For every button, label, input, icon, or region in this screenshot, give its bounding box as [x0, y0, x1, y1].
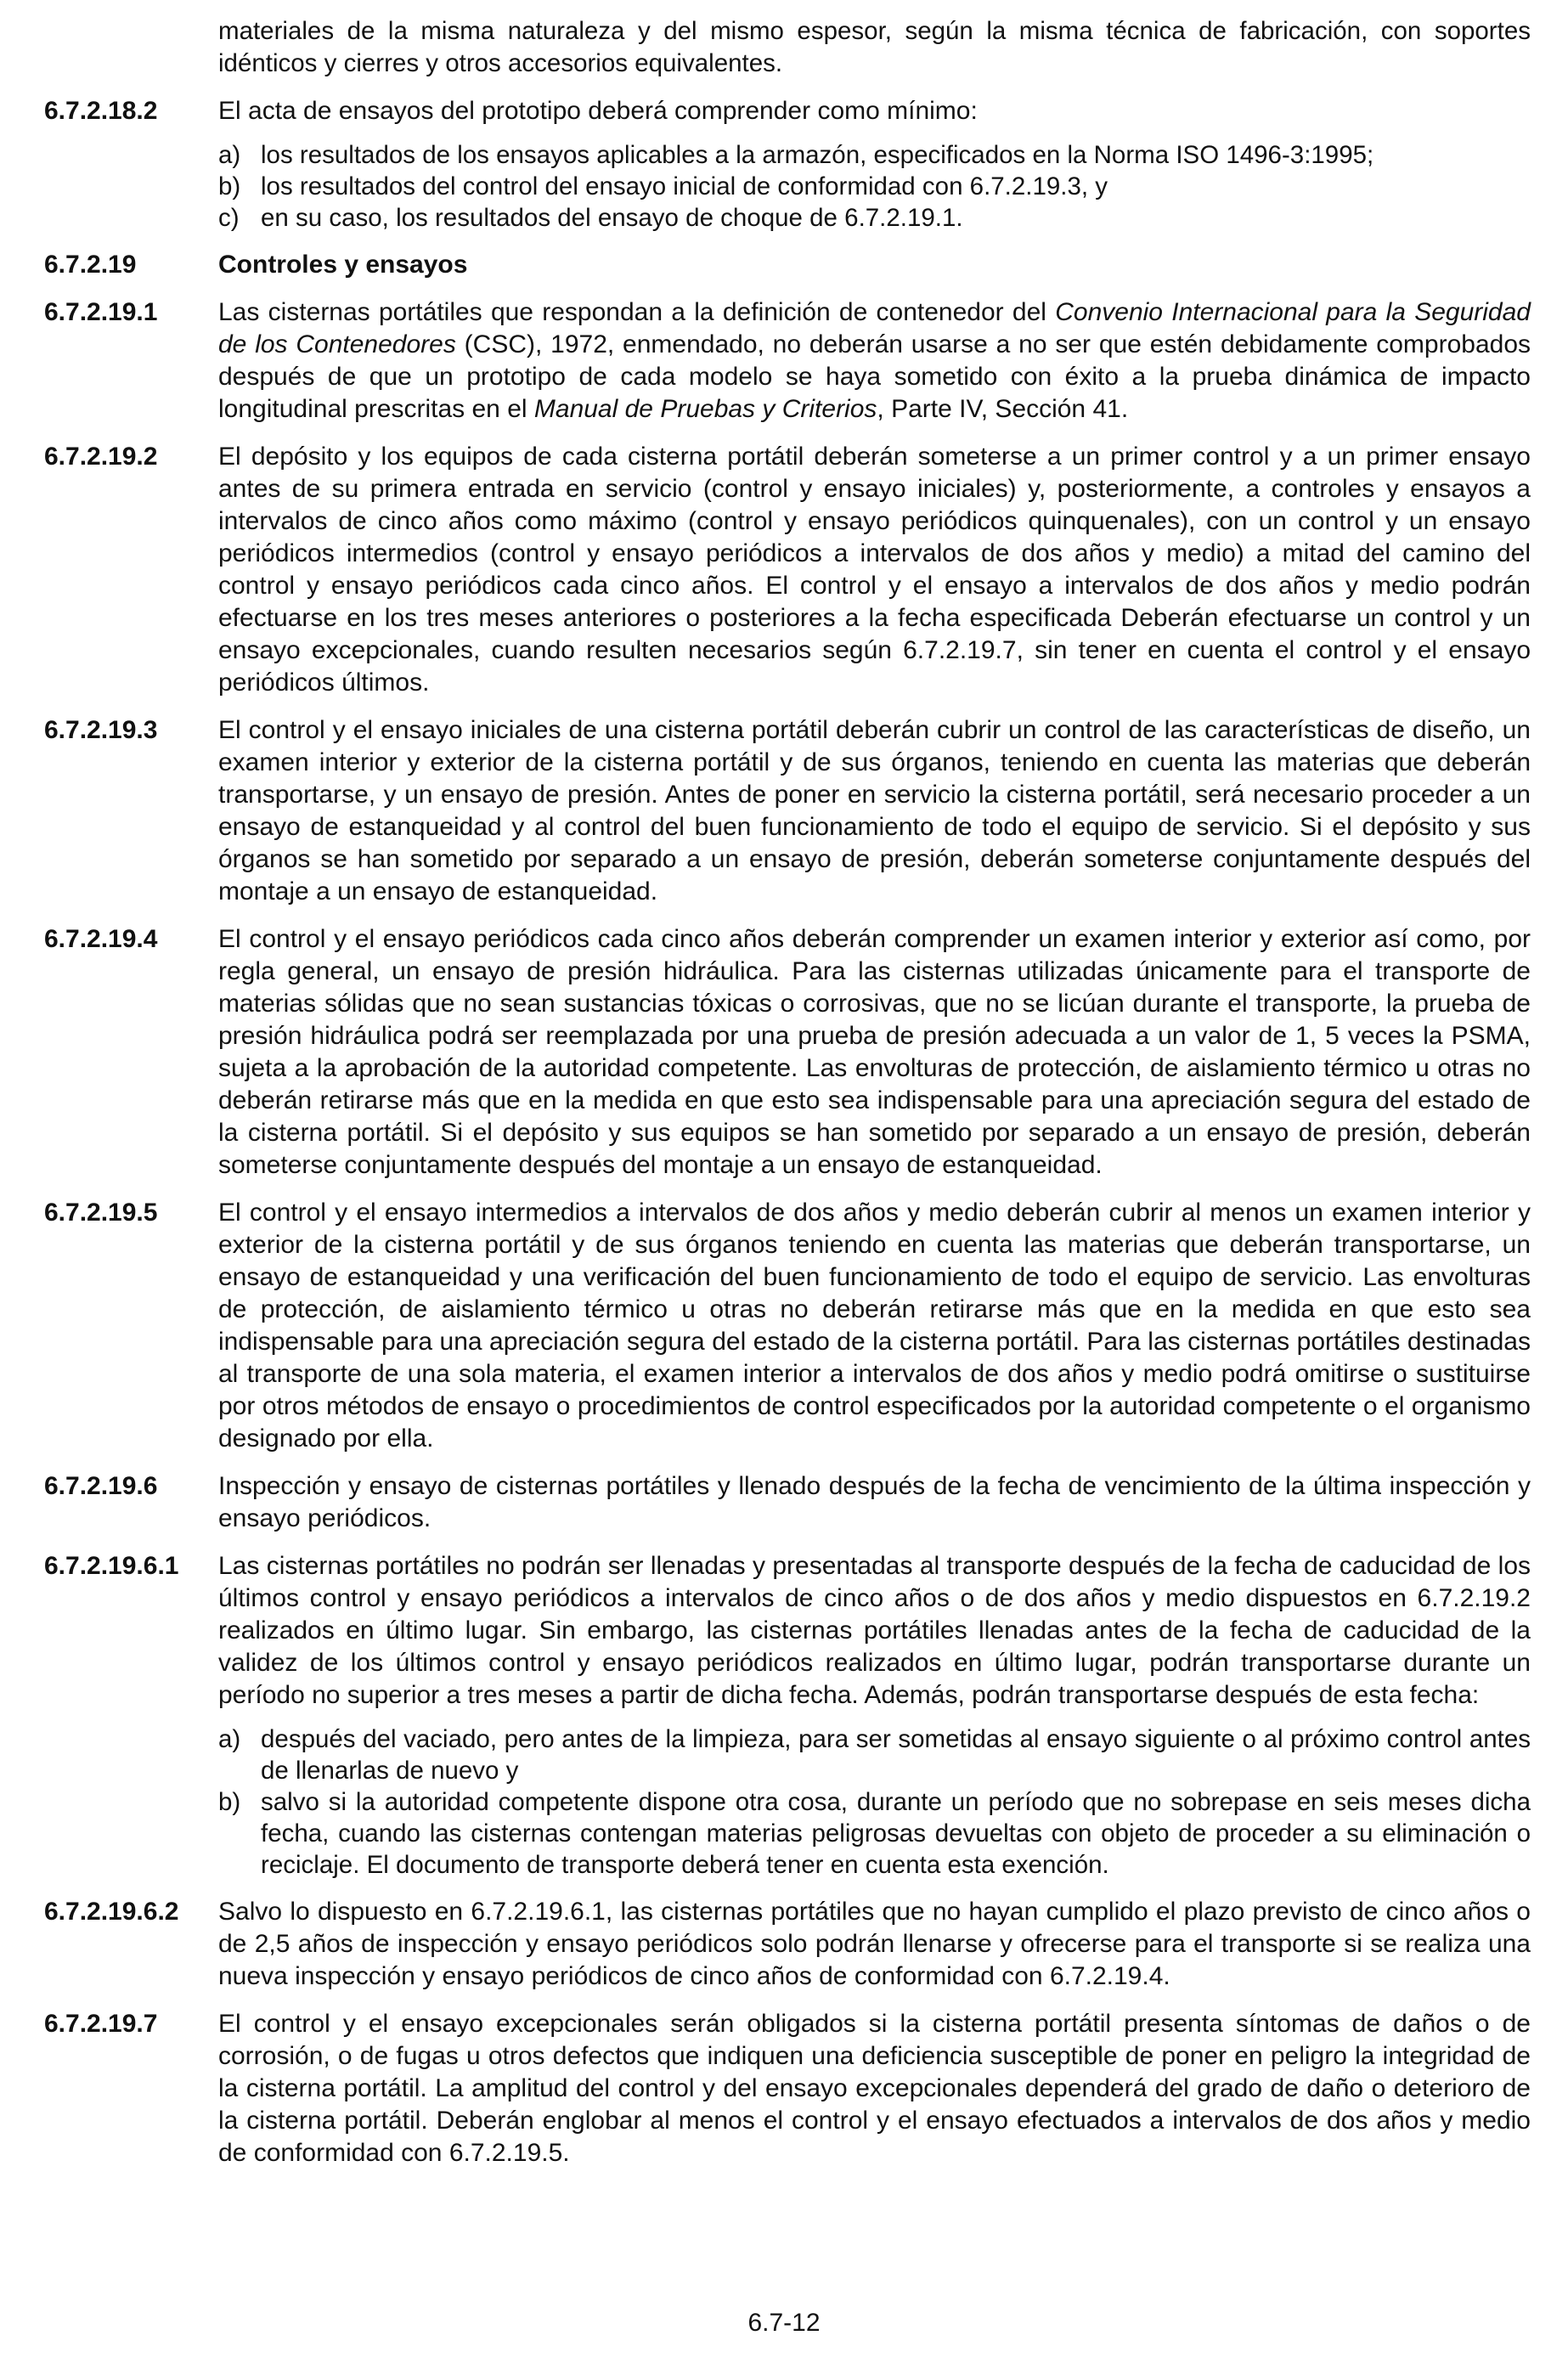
- section-number: 6.7.2.18.2: [44, 97, 158, 125]
- list-marker: b): [218, 172, 241, 200]
- section-text: Salvo lo dispuesto en 6.7.2.19.6.1, las cisternas portátiles que no hayan cumplido el plazo previsto de cinco años o de 2,5 años de inspección y ensayo periódicos solo podrán llenarse y ofrecerse para el transporte si se realiza una nueva inspección y ensayo periódicos de cinco años de conformidad con 6.7.2.19.4.: [218, 1898, 1531, 1990]
- section-number: 6.7.2.19.6.1: [44, 1552, 179, 1580]
- page-number: 6.7-12: [747, 2309, 821, 2337]
- manual-title: Manual de Pruebas y Criterios: [533, 395, 877, 423]
- list-item-text: en su caso, los resultados del ensayo de choque de 6.7.2.19.1.: [261, 204, 963, 232]
- list-item: [218, 171, 1531, 202]
- document-content: [44, 15, 1531, 2185]
- text-run: , Parte IV, Sección 41.: [877, 395, 1129, 423]
- section-6-7-2-19-6-1-list: [218, 1723, 1531, 1881]
- section-number: 6.7.2.19.5: [44, 1199, 158, 1227]
- section-number: 6.7.2.19.3: [44, 716, 158, 744]
- section-6-7-2-19-1: [44, 296, 1531, 426]
- list-marker: a): [218, 141, 241, 169]
- list-item-text: los resultados de los ensayos aplicables a la armazón, especificados en la Norma ISO 1496-3:1995;: [261, 141, 1374, 169]
- continuation-paragraph: materiales de la misma naturaleza y del mismo espesor, según la misma técnica de fabricación, con soportes idénticos y cierres y otros accesorios equivalentes.: [218, 17, 1531, 77]
- section-6-7-2-19-6-1: [44, 1550, 1531, 1712]
- text-run: Las cisternas portátiles que respondan a la definición de contenedor del: [218, 298, 1056, 326]
- convention-title: Convenio Internacional para la Seguridad de los Contenedores: [218, 298, 1531, 358]
- list-item-text: después del vaciado, pero antes de la limpieza, para ser sometidas al ensayo siguiente o al próximo control antes de llenarlas de nuevo y: [261, 1725, 1531, 1785]
- section-heading: Controles y ensayos: [218, 251, 468, 279]
- section-6-7-2-18-2-list: [218, 139, 1531, 234]
- section-text: El control y el ensayo periódicos cada cinco años deberán comprender un examen interior y exterior así como, por regla general, un ensayo de presión hidráulica. Para las cisternas utilizadas únicamente para el transporte de materias sólidas que no sean sustancias tóxicas o corrosivas, que no se licúan durante el transporte, la prueba de presión hidráulica podrá ser reemplazada por una prueba de presión adecuada a un valor de 1, 5 veces la PSMA, sujeta a la aprobación de la autoridad competente. Las envolturas de protección, de aislamiento térmico u otras no deberán retirarse más que en la medida en que esto sea indispensable para una apreciación segura del estado de la cisterna portátil. Si el depósito y sus equipos se han sometido por separado a un ensayo de presión, deberán someterse conjuntamente después del montaje a un ensayo de estanqueidad.: [218, 925, 1531, 1179]
- section-number: 6.7.2.19.6: [44, 1472, 158, 1500]
- section-text: El acta de ensayos del prototipo deberá comprender como mínimo:: [218, 97, 978, 125]
- list-item: [218, 202, 1531, 234]
- section-number: 6.7.2.19.4: [44, 925, 158, 953]
- list-marker: b): [218, 1788, 241, 1816]
- section-6-7-2-19: [44, 249, 1531, 281]
- section-text: El control y el ensayo iniciales de una cisterna portátil deberán cubrir un control de las características de diseño, un examen interior y exterior de la cisterna portátil y de sus órganos, teniendo en cuenta las materias que deberán transportarse, y un ensayo de presión. Antes de poner en servicio la cisterna portátil, será necesario proceder a un ensayo de estanqueidad y al control del buen funcionamiento de todo el equipo de servicio. Si el depósito y sus órganos se han sometido por separado a un ensayo de presión, deberán someterse conjuntamente después del montaje a un ensayo de estanqueidad.: [218, 716, 1531, 905]
- list-item: [218, 1786, 1531, 1881]
- list-item: [218, 139, 1531, 171]
- list-item: [218, 1723, 1531, 1786]
- section-number: 6.7.2.19.7: [44, 2010, 158, 2038]
- section-6-7-2-19-3: [44, 714, 1531, 908]
- section-text: Inspección y ensayo de cisternas portátiles y llenado después de la fecha de vencimiento de la última inspección y ensayo periódicos.: [218, 1472, 1531, 1532]
- section-6-7-2-19-6: [44, 1470, 1531, 1535]
- section-6-7-2-19-7: [44, 2008, 1531, 2169]
- section-text: El control y el ensayo intermedios a intervalos de dos años y medio deberán cubrir al menos un examen interior y exterior de la cisterna portátil y de sus órganos teniendo en cuenta las materias que deberán transportarse, un ensayo de estanqueidad y una verificación del buen funcionamiento de todo el equipo de servicio. Las envolturas de protección, de aislamiento térmico u otras no deberán retirarse más que en la medida en que esto sea indispensable para una apreciación segura del estado de la cisterna portátil. Para las cisternas portátiles destinadas al transporte de una sola materia, el examen interior a intervalos de dos años y medio podrá omitirse o sustituirse por otros métodos de ensayo o procedimientos de control especificados por la autoridad competente o el organismo designado por ella.: [218, 1199, 1531, 1453]
- section-number: 6.7.2.19.1: [44, 298, 158, 326]
- section-6-7-2-19-6-2: [44, 1896, 1531, 1993]
- list-item-text: salvo si la autoridad competente dispone otra cosa, durante un período que no sobrepase en seis meses dicha fecha, cuando las cisternas contengan materias peligrosas devueltas con objeto de proceder a su eliminación o reciclaje. El documento de transporte deberá tener en cuenta esta exención.: [261, 1788, 1531, 1879]
- list-item-text: los resultados del control del ensayo inicial de conformidad con 6.7.2.19.3, y: [261, 172, 1108, 200]
- section-6-7-2-19-4: [44, 923, 1531, 1182]
- section-number: 6.7.2.19.2: [44, 443, 158, 471]
- section-number: 6.7.2.19.6.2: [44, 1898, 179, 1926]
- list-marker: c): [218, 204, 240, 232]
- section-6-7-2-19-5: [44, 1197, 1531, 1455]
- list-marker: a): [218, 1725, 241, 1753]
- section-text: El control y el ensayo excepcionales serán obligados si la cisterna portátil presenta síntomas de daños o de corrosión, o de fugas u otros defectos que indiquen una deficiencia susceptible de poner en peligro la integridad de la cisterna portátil. La amplitud del control y del ensayo excepcionales dependerá del grado de daño o deterioro de la cisterna portátil. Deberán englobar al menos el control y el ensayo efectuados a intervalos de dos años y medio de conformidad con 6.7.2.19.5.: [218, 2010, 1531, 2167]
- section-text: Las cisternas portátiles no podrán ser llenadas y presentadas al transporte después de la fecha de caducidad de los últimos control y ensayo periódicos a intervalos de cinco años o de dos años y medio dispuestos en 6.7.2.19.2 realizados en último lugar. Sin embargo, las cisternas portátiles llenadas antes de la fecha de caducidad de la validez de los últimos control y ensayo periódicos realizados en último lugar, podrán transportarse durante un período no superior a tres meses a partir de dicha fecha. Además, podrán transportarse después de esta fecha:: [218, 1552, 1531, 1709]
- section-number: 6.7.2.19: [44, 251, 137, 279]
- section-6-7-2-18-2: [44, 95, 1531, 127]
- section-6-7-2-19-2: [44, 441, 1531, 699]
- section-text: El depósito y los equipos de cada cisterna portátil deberán someterse a un primer control y a un primer ensayo antes de su primera entrada en servicio (control y ensayo iniciales) y, posteriormente, a controles y ensayos a intervalos de cinco años como máximo (control y ensayo periódicos quinquenales), con un control y un ensayo periódicos intermedios (control y ensayo periódicos a intervalos de dos años y medio) a mitad del camino del control y ensayo periódicos cada cinco años. El control y el ensayo a intervalos de dos años y medio podrán efectuarse en los tres meses anteriores o posteriores a la fecha especificada Deberán efectuarse un control y un ensayo excepcionales, cuando resulten necesarios según 6.7.2.19.7, sin tener en cuenta el control y el ensayo periódicos últimos.: [218, 443, 1531, 697]
- section-text: [218, 296, 1531, 426]
- text-run: (CSC), 1972, enmendado, no deberán usarse a no ser que estén debidamente comprobados después de que un prototipo de cada modelo se haya sometido con éxito a la prueba dinámica de impacto longitudinal prescritas en el: [218, 330, 1531, 423]
